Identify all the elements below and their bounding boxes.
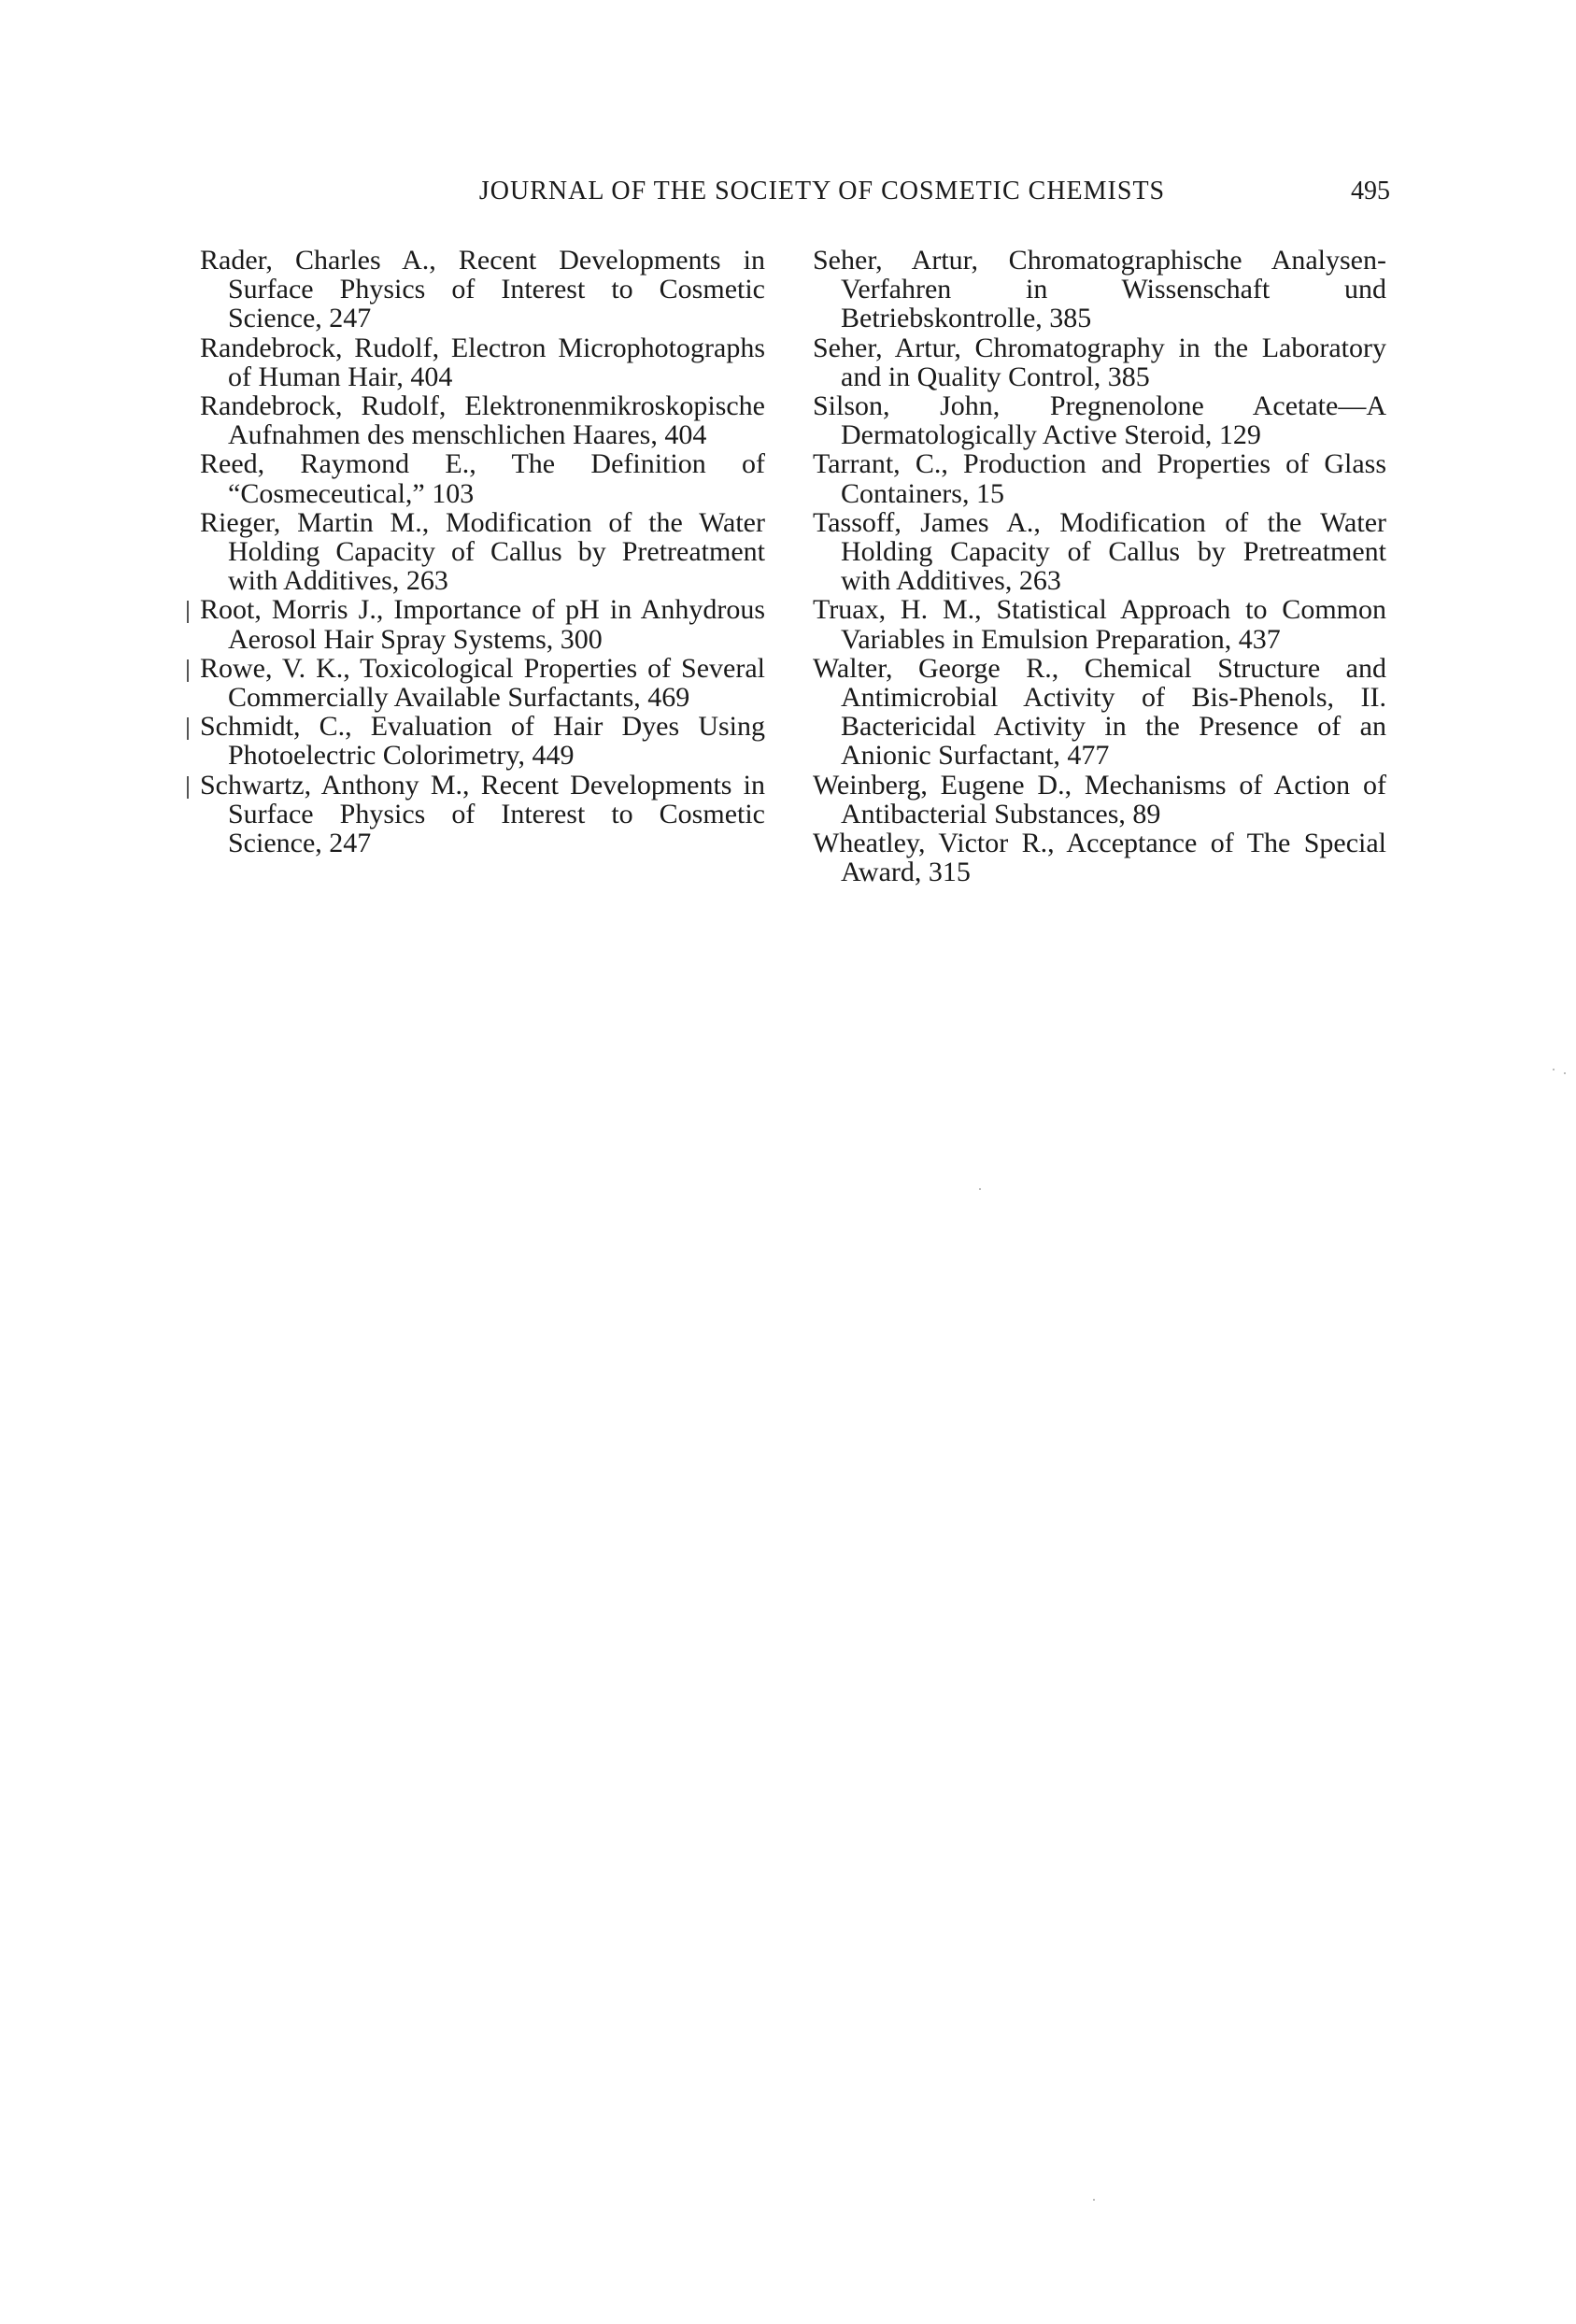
index-entry: Silson, John, Pregnenolone Acetate—A Dermatologically Active Steroid, 129	[813, 390, 1386, 451]
scan-speck	[1093, 2199, 1095, 2201]
index-entry: Rieger, Martin M., Modification of the Water Holding Capacity of Callus by Pretreatment with Additives, 263	[200, 506, 765, 597]
index-entry: Wheatley, Victor R., Acceptance of The Special Award, 315	[813, 828, 1386, 888]
index-entry: Randebrock, Rudolf, Electron Microphotographs of Human Hair, 404	[200, 332, 765, 392]
index-entry: Rowe, V. K., Toxicological Properties of Several Commercially Available Surfactants, 469	[200, 652, 765, 714]
running-head: JOURNAL OF THE SOCIETY OF COSMETIC CHEMISTS	[478, 177, 1166, 205]
scan-speck	[1564, 1072, 1566, 1074]
page-number: 495	[1351, 177, 1390, 205]
index-entry: Rader, Charles A., Recent Developments in Surface Physics of Interest to Cosmetic Science, 247	[200, 245, 765, 334]
index-entry: Truax, H. M., Statistical Approach to Common Variables in Emulsion Preparation, 437	[813, 594, 1386, 655]
index-entry: Randebrock, Rudolf, Elektronenmikroskopische Aufnahmen des menschlichen Haares, 404	[200, 390, 765, 451]
index-entry: Schmidt, C., Evaluation of Hair Dyes Using Photoelectric Colorimetry, 449	[200, 711, 765, 772]
scan-speck	[979, 1188, 981, 1190]
index-entry: Schwartz, Anthony M., Recent Developments in Surface Physics of Interest to Cosmetic Science, 247	[200, 769, 765, 859]
index-column-left	[200, 246, 765, 857]
index-entry: Seher, Artur, Chromatography in the Laboratory and in Quality Control, 385	[813, 332, 1386, 392]
index-entry: Weinberg, Eugene D., Mechanisms of Action of Antibacterial Substances, 89	[813, 769, 1386, 829]
scan-speck	[1553, 1069, 1555, 1070]
index-entry: Root, Morris J., Importance of pH in Anhydrous Aerosol Hair Spray Systems, 300	[200, 594, 765, 655]
index-entry: Tassoff, James A., Modification of the Water Holding Capacity of Callus by Pretreatment with Additives, 263	[813, 506, 1386, 597]
index-column-right	[813, 246, 1386, 886]
index-entry: Walter, George R., Chemical Structure and Antimicrobial Activity of Bis-Phenols, II. Bactericidal Activity in the Presence of an Anionic Surfactant, 477	[813, 652, 1386, 772]
index-entry: Tarrant, C., Production and Properties of Glass Containers, 15	[813, 448, 1386, 509]
index-entry: Reed, Raymond E., The Definition of “Cosmeceutical,” 103	[200, 448, 765, 509]
index-entry: Seher, Artur, Chromatographische Analysen-Verfahren in Wissenschaft und Betriebskontrolle, 385	[813, 245, 1386, 334]
